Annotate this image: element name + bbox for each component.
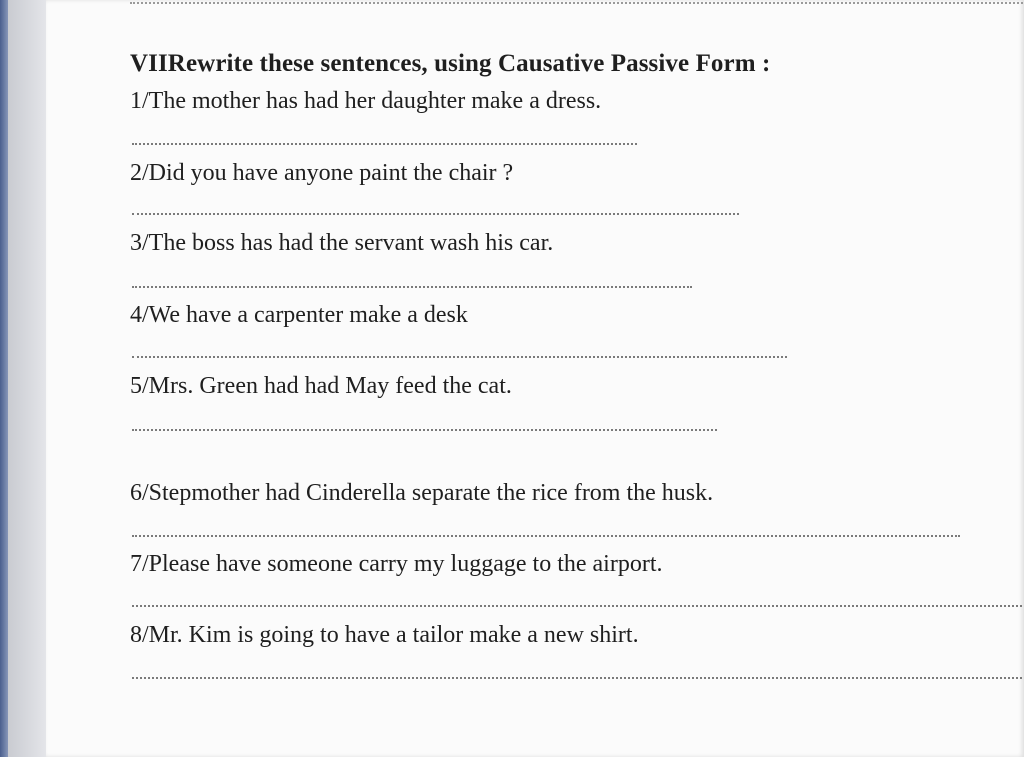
sentence-5: 5/Mrs. Green had had May feed the cat. [130,373,512,399]
answer-line-2[interactable] [132,213,739,215]
sentence-3: 3/The boss has had the servant wash his car. [130,230,554,256]
sentence-1: 1/The mother has had her daughter make a dress. [130,88,602,114]
sentence-8: 8/Mr. Kim is going to have a tailor make a new shirt. [130,622,639,648]
sentence-7: 7/Please have someone carry my luggage to the airport. [130,551,663,577]
sentence-2: 2/Did you have anyone paint the chair ? [130,160,514,186]
page-margin [8,0,46,757]
answer-line-8[interactable] [132,677,1022,679]
window-edge [0,0,8,757]
exercise-title: VIIRewrite these sentences, using Causative Passive Form : [130,50,771,77]
answer-line-5[interactable] [132,429,717,431]
top-dotted-line [130,2,1024,4]
answer-line-1[interactable] [132,143,637,145]
answer-line-3[interactable] [132,286,692,288]
sentence-4: 4/We have a carpenter make a desk [130,302,468,328]
sentence-6: 6/Stepmother had Cinderella separate the rice from the husk. [130,480,714,506]
answer-line-7[interactable] [132,605,1022,607]
answer-line-4[interactable] [132,356,787,358]
answer-line-6[interactable] [132,535,960,537]
